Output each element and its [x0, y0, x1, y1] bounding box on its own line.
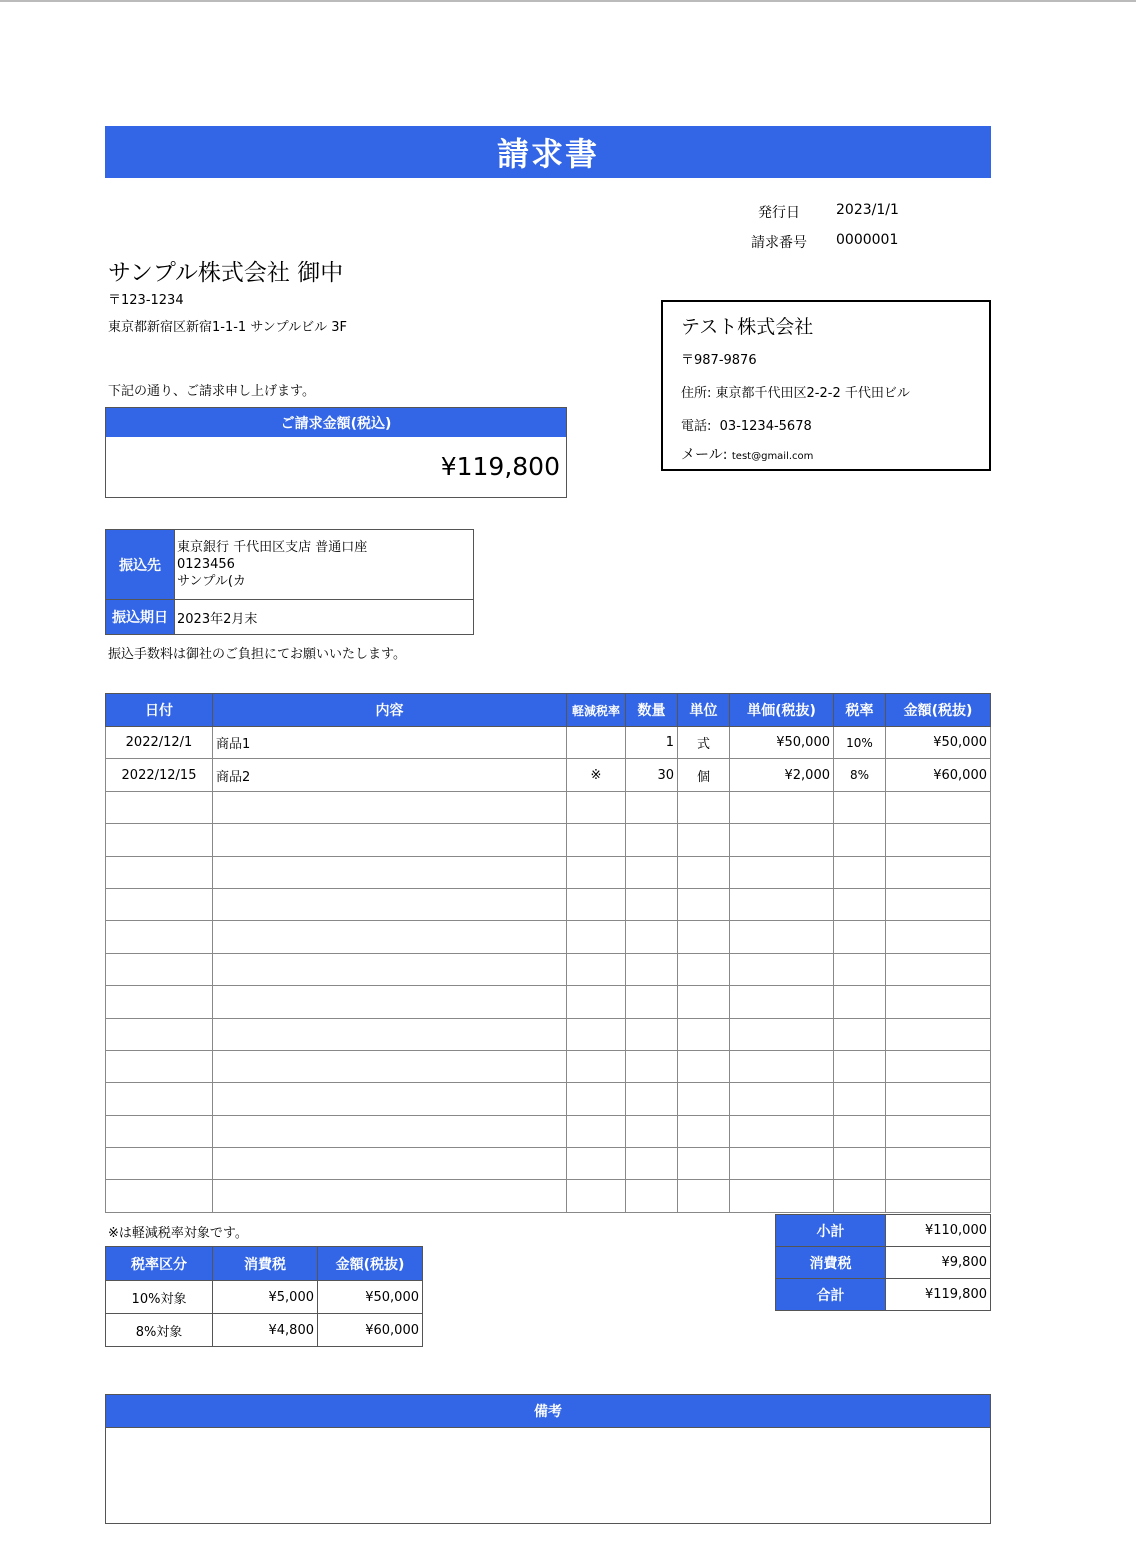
items-cell: 商品1: [213, 727, 567, 759]
items-cell: [678, 1180, 730, 1212]
items-cell: [678, 921, 730, 953]
items-cell: [678, 791, 730, 823]
items-cell: [678, 888, 730, 920]
notes-label: 備考: [106, 1395, 990, 1428]
sender-name: テスト株式会社: [681, 316, 814, 338]
client-address: 東京都新宿区新宿1-1-1 サンプルビル 3F: [108, 320, 348, 335]
items-cell: [886, 1180, 991, 1212]
items-cell: [834, 1180, 886, 1212]
items-header-cell: 金額(税抜): [886, 694, 991, 727]
bank-table: [105, 529, 474, 635]
client-name: サンプル株式会社 御中: [108, 260, 344, 286]
items-header-cell: 単位: [678, 694, 730, 727]
items-cell: [730, 1180, 834, 1212]
items-cell: [678, 824, 730, 856]
table-row: [106, 1115, 991, 1147]
items-cell: [730, 953, 834, 985]
items-cell: [213, 986, 567, 1018]
items-cell: 個: [678, 759, 730, 791]
bank-dest: [175, 530, 474, 600]
table-row: [106, 1018, 991, 1050]
items-cell: [678, 986, 730, 1018]
items-cell: [106, 986, 213, 1018]
items-cell: [106, 824, 213, 856]
items-cell: [106, 856, 213, 888]
items-cell: [834, 986, 886, 1018]
tax-row: [776, 1247, 991, 1279]
table-row: [106, 1281, 423, 1314]
tax-header-cell: 消費税: [213, 1247, 318, 1281]
items-cell: [886, 986, 991, 1018]
items-cell: [213, 888, 567, 920]
items-cell: [730, 921, 834, 953]
sender-email[interactable]: test@gmail.com: [731, 451, 814, 462]
items-header-cell: 軽減税率: [567, 694, 626, 727]
reduced-tax-note: ※は軽減税率対象です。: [108, 1226, 248, 1241]
items-cell: [834, 791, 886, 823]
tax-cell: ¥4,800: [213, 1314, 318, 1347]
items-cell: [678, 1148, 730, 1180]
items-cell: [886, 791, 991, 823]
table-row: [106, 1148, 991, 1180]
items-cell: [678, 856, 730, 888]
items-cell: [678, 953, 730, 985]
items-cell: [626, 953, 678, 985]
subtotal-row: [776, 1215, 991, 1247]
items-cell: [834, 856, 886, 888]
sender-box: [661, 300, 991, 471]
items-cell: [567, 791, 626, 823]
bank-due: 2023年2月末: [175, 600, 474, 635]
items-cell: [834, 953, 886, 985]
items-cell: 8%: [834, 759, 886, 791]
items-cell: [730, 1148, 834, 1180]
sender-address: 東京都千代田区2-2-2 千代田ビル: [715, 386, 910, 401]
items-cell: [106, 888, 213, 920]
items-cell: [106, 1018, 213, 1050]
table-row: [106, 1050, 991, 1082]
amount-box: [105, 407, 567, 498]
items-cell: ¥2,000: [730, 759, 834, 791]
items-cell: [567, 824, 626, 856]
intro-text: 下記の通り、ご請求申し上げます。: [108, 384, 315, 399]
items-cell: [626, 921, 678, 953]
items-cell: [730, 856, 834, 888]
invoice-no: 0000001: [836, 232, 899, 248]
items-cell: [567, 921, 626, 953]
items-cell: [626, 1180, 678, 1212]
table-row: [106, 1314, 423, 1347]
items-cell: [567, 727, 626, 759]
items-cell: [567, 1148, 626, 1180]
items-cell: [730, 1083, 834, 1115]
items-cell: [626, 986, 678, 1018]
items-cell: 10%: [834, 727, 886, 759]
items-cell: [730, 1050, 834, 1082]
items-cell: [213, 953, 567, 985]
table-row: [106, 727, 991, 759]
items-cell: ※: [567, 759, 626, 791]
items-cell: [213, 824, 567, 856]
table-row: [106, 888, 991, 920]
table-row: [106, 824, 991, 856]
tax-cell: 10%対象: [106, 1281, 213, 1314]
items-cell: [567, 953, 626, 985]
bank-dest-label: 振込先: [106, 530, 175, 600]
total-value: ¥119,800: [886, 1279, 991, 1311]
items-cell: [106, 953, 213, 985]
table-row: [106, 921, 991, 953]
items-cell: [886, 953, 991, 985]
fee-note: 振込手数料は御社のご負担にてお願いいたします。: [108, 647, 406, 662]
items-cell: [567, 1083, 626, 1115]
total-row: [776, 1279, 991, 1311]
items-cell: [626, 791, 678, 823]
items-header-cell: 税率: [834, 694, 886, 727]
items-cell: [886, 921, 991, 953]
sender-address-label: 住所:: [681, 386, 712, 401]
invoice-no-label: 請求番号: [751, 235, 807, 251]
tax-header-cell: 税率区分: [106, 1247, 213, 1281]
items-cell: 式: [678, 727, 730, 759]
items-cell: [213, 1083, 567, 1115]
items-cell: 1: [626, 727, 678, 759]
items-cell: [213, 1148, 567, 1180]
page-top-border: [0, 0, 1136, 2]
subtotal-label: 小計: [776, 1215, 886, 1247]
items-cell: [730, 1115, 834, 1147]
items-cell: [626, 856, 678, 888]
tax-cell: ¥60,000: [318, 1314, 423, 1347]
sender-postal: 〒987-9876: [681, 353, 757, 368]
items-cell: 2022/12/1: [106, 727, 213, 759]
notes-box: [105, 1394, 991, 1524]
items-cell: [834, 1050, 886, 1082]
amount-value: ¥119,800: [440, 452, 560, 481]
items-cell: [834, 824, 886, 856]
items-header-cell: 単価(税抜): [730, 694, 834, 727]
items-cell: [106, 1148, 213, 1180]
items-cell: [626, 888, 678, 920]
bank-dest-line1: 東京銀行 千代田区支店 普通口座: [177, 540, 368, 555]
items-cell: [678, 1083, 730, 1115]
items-cell: [886, 824, 991, 856]
items-cell: [886, 888, 991, 920]
items-cell: [886, 1148, 991, 1180]
items-cell: [213, 791, 567, 823]
items-header-cell: 日付: [106, 694, 213, 727]
tax-header-cell: 金額(税抜): [318, 1247, 423, 1281]
items-cell: [567, 856, 626, 888]
tax-table: [105, 1246, 423, 1347]
items-header-cell: 内容: [213, 694, 567, 727]
items-cell: [213, 1050, 567, 1082]
table-row: [106, 953, 991, 985]
tax-cell: ¥5,000: [213, 1281, 318, 1314]
invoice-title: 請求書: [105, 126, 991, 178]
items-header-cell: 数量: [626, 694, 678, 727]
table-row: [106, 1180, 991, 1212]
items-cell: [626, 1115, 678, 1147]
totals-table: [775, 1214, 991, 1311]
sender-phone-row: [681, 415, 812, 434]
items-cell: [213, 1115, 567, 1147]
items-cell: [834, 1115, 886, 1147]
sender-phone: 03-1234-5678: [719, 419, 812, 434]
items-cell: [834, 1083, 886, 1115]
items-cell: [886, 1115, 991, 1147]
items-header-row: [106, 694, 991, 727]
amount-label: ご請求金額(税込): [106, 408, 566, 437]
tax-cell: 8%対象: [106, 1314, 213, 1347]
items-cell: 2022/12/15: [106, 759, 213, 791]
client-postal: 〒123-1234: [108, 293, 184, 308]
issue-date: 2023/1/1: [836, 202, 899, 218]
items-cell: [106, 1083, 213, 1115]
bank-due-label: 振込期日: [106, 600, 175, 635]
sender-email-label: メール:: [681, 447, 728, 463]
items-cell: [626, 1050, 678, 1082]
items-cell: [626, 1148, 678, 1180]
items-cell: [567, 1018, 626, 1050]
tax-header-row: [106, 1247, 423, 1281]
items-cell: [567, 1180, 626, 1212]
tax-value: ¥9,800: [886, 1247, 991, 1279]
items-cell: [106, 791, 213, 823]
items-cell: [886, 1083, 991, 1115]
items-cell: [730, 1018, 834, 1050]
items-cell: [106, 1050, 213, 1082]
items-cell: [834, 888, 886, 920]
subtotal-value: ¥110,000: [886, 1215, 991, 1247]
bank-dest-line3: サンプル(カ: [177, 574, 246, 589]
items-cell: 30: [626, 759, 678, 791]
items-cell: [730, 824, 834, 856]
items-cell: [106, 921, 213, 953]
items-cell: [678, 1018, 730, 1050]
items-cell: [567, 986, 626, 1018]
sender-address-row: [681, 382, 910, 401]
items-cell: [213, 1018, 567, 1050]
table-row: [106, 856, 991, 888]
items-cell: [213, 921, 567, 953]
table-row: [106, 759, 991, 791]
items-cell: [626, 1018, 678, 1050]
items-cell: [626, 1083, 678, 1115]
items-cell: [678, 1115, 730, 1147]
items-cell: [886, 1050, 991, 1082]
issue-date-label: 発行日: [758, 205, 800, 221]
bank-dest-line2: 0123456: [177, 557, 235, 572]
items-cell: [213, 856, 567, 888]
items-cell: [567, 1115, 626, 1147]
items-cell: [730, 791, 834, 823]
items-cell: [106, 1180, 213, 1212]
tax-cell: ¥50,000: [318, 1281, 423, 1314]
table-row: [106, 986, 991, 1018]
items-cell: [626, 824, 678, 856]
items-cell: [886, 1018, 991, 1050]
table-row: [106, 791, 991, 823]
items-cell: [213, 1180, 567, 1212]
items-cell: [886, 856, 991, 888]
items-cell: [730, 888, 834, 920]
sender-email-row: [681, 444, 813, 464]
items-cell: [567, 1050, 626, 1082]
items-cell: ¥50,000: [730, 727, 834, 759]
items-cell: [834, 1148, 886, 1180]
items-cell: ¥50,000: [886, 727, 991, 759]
items-cell: [834, 921, 886, 953]
total-label: 合計: [776, 1279, 886, 1311]
items-cell: 商品2: [213, 759, 567, 791]
items-cell: [567, 888, 626, 920]
items-table: [105, 693, 991, 1213]
sender-phone-label: 電話:: [681, 419, 712, 434]
items-cell: [834, 1018, 886, 1050]
tax-label: 消費税: [776, 1247, 886, 1279]
items-cell: [678, 1050, 730, 1082]
items-cell: [730, 986, 834, 1018]
table-row: [106, 1083, 991, 1115]
items-cell: [106, 1115, 213, 1147]
items-cell: ¥60,000: [886, 759, 991, 791]
